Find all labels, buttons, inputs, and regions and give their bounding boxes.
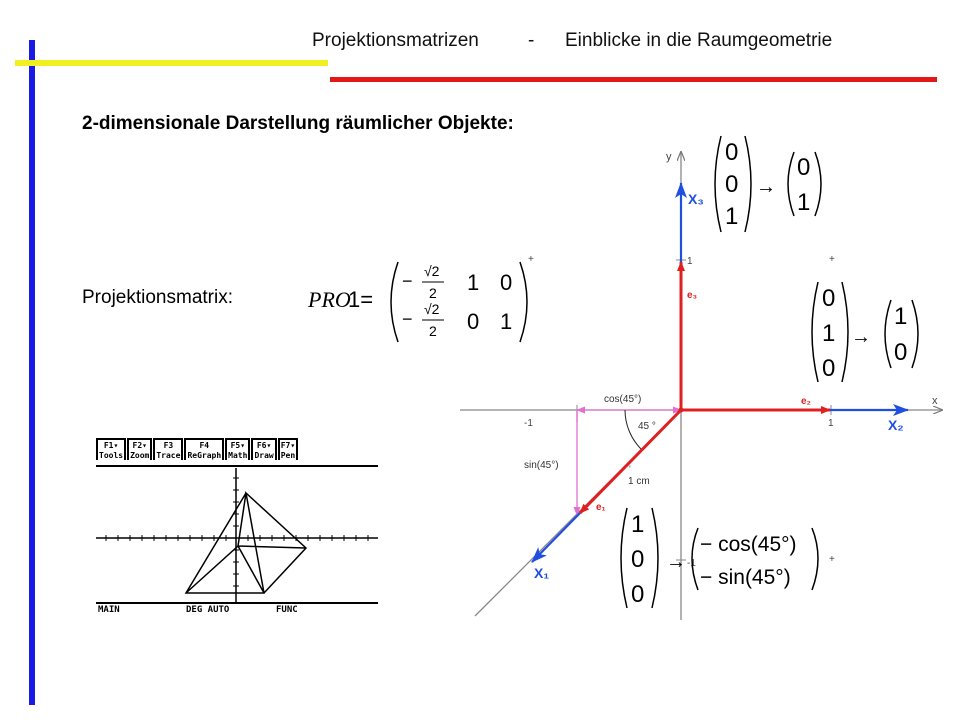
axis-x-label: x xyxy=(932,395,938,407)
menu-tab-f4: F4 ReGraph xyxy=(184,438,224,460)
maps-to-arrow: → xyxy=(851,326,871,348)
right-paren xyxy=(520,262,527,342)
e3-label: e₃ xyxy=(687,290,698,301)
vector-entry: 1 xyxy=(822,320,836,347)
pyramid-lines xyxy=(186,493,306,593)
calculator-screen xyxy=(96,438,378,618)
status-func: FUNC xyxy=(276,605,298,615)
left-paren xyxy=(812,282,818,382)
sin-label: sin(45°) xyxy=(524,460,559,471)
vector-entry: 0 xyxy=(631,546,645,573)
sqrt-numerator: √2 xyxy=(424,301,440,317)
projection-matrix xyxy=(307,262,527,342)
left-paren xyxy=(885,300,891,368)
minus-sign: − xyxy=(402,271,413,291)
projection-label: Projektionsmatrix: xyxy=(82,287,233,308)
menu-tab-f1: F1▾ Tools xyxy=(96,438,126,460)
sqrt-numerator: √2 xyxy=(424,263,440,279)
fraction-denominator: 2 xyxy=(429,285,437,301)
vector-entry: 0 xyxy=(725,139,739,166)
x2-label: X₂ xyxy=(888,417,904,433)
vector-entry: 1 xyxy=(894,303,908,330)
status-angle: DEG AUTO xyxy=(186,605,230,615)
matrix-entry: 0 xyxy=(500,270,513,295)
tick-label-neg-x: -1 xyxy=(524,418,533,429)
header-left: Projektionsmatrizen xyxy=(312,30,479,51)
matrix-entry: 1 xyxy=(467,270,480,295)
axis-y-label: y xyxy=(666,151,672,163)
mapping-e2 xyxy=(812,282,918,382)
matrix-name: PRO xyxy=(308,287,351,312)
menu-tab-f2: F2▾ Zoom xyxy=(127,438,152,460)
unit-tick: ' xyxy=(629,464,631,474)
section-title: 2-dimensionale Darstellung räumlicher Objekte: xyxy=(82,113,514,134)
left-paren xyxy=(391,262,398,342)
maps-to-arrow: → xyxy=(666,551,686,573)
vector-entry: 0 xyxy=(631,581,645,608)
right-paren xyxy=(815,152,821,216)
right-paren xyxy=(912,300,918,368)
menu-tab-f6: F6▾ Draw xyxy=(251,438,276,460)
pyramid-graph xyxy=(96,438,378,618)
minus-sign: − xyxy=(402,309,413,329)
right-paren xyxy=(652,508,658,608)
vector-entry: 0 xyxy=(822,355,836,382)
fraction-denominator: 2 xyxy=(429,323,437,339)
unit-label: 1 cm xyxy=(628,476,650,487)
mapping-e3 xyxy=(715,136,821,232)
left-paren xyxy=(715,136,721,232)
left-paren xyxy=(788,152,794,216)
grid-dot: + xyxy=(829,254,835,265)
header-separator: - xyxy=(528,30,535,51)
maps-to-arrow: → xyxy=(756,176,776,198)
right-paren xyxy=(812,528,818,590)
vector-entry: 1 xyxy=(631,511,645,538)
tick-label-pos-y: 1 xyxy=(687,256,693,267)
left-paren xyxy=(621,508,627,608)
right-paren xyxy=(745,136,751,232)
menu-tab-f7: F7▾ Pen xyxy=(278,438,298,460)
e1-vector xyxy=(580,410,681,513)
tick-label-neg-y: -1 xyxy=(687,558,696,569)
vector-entry: 1 xyxy=(725,203,739,230)
status-mode: MAIN xyxy=(98,605,120,615)
right-paren xyxy=(842,282,848,382)
menu-tab-f5: F5▾ Math xyxy=(225,438,250,460)
vector-entry: 0 xyxy=(894,339,908,366)
e2-label: e₂ xyxy=(801,396,812,407)
grid-dot: + xyxy=(829,554,835,565)
origin-point xyxy=(679,408,684,413)
grid-dot: + xyxy=(528,254,534,265)
e1-label: e₁ xyxy=(596,502,606,513)
matrix-name-suffix: 1= xyxy=(348,287,374,312)
vector-entry: 1 xyxy=(797,189,811,216)
header-right: Einblicke in die Raumgeometrie xyxy=(565,30,833,51)
x1-vector xyxy=(532,513,580,562)
x3-label: X₃ xyxy=(688,191,704,207)
x1-label: X₁ xyxy=(534,565,550,581)
vector-entry: 0 xyxy=(797,154,811,181)
angle-label: 45 ° xyxy=(638,421,656,432)
matrix-entry: 1 xyxy=(500,309,513,334)
menu-tab-f3: F3 Trace xyxy=(153,438,183,460)
mapping-e1 xyxy=(621,508,818,608)
cos-label: cos(45°) xyxy=(604,394,642,405)
vector-entry: 0 xyxy=(725,171,739,198)
vector-entry: 0 xyxy=(822,285,836,312)
vector-entry: − sin(45°) xyxy=(700,566,791,589)
tick-label-pos-x: 1 xyxy=(828,418,834,429)
matrix-entry: 0 xyxy=(467,309,480,334)
vector-entry: − cos(45°) xyxy=(700,533,797,556)
